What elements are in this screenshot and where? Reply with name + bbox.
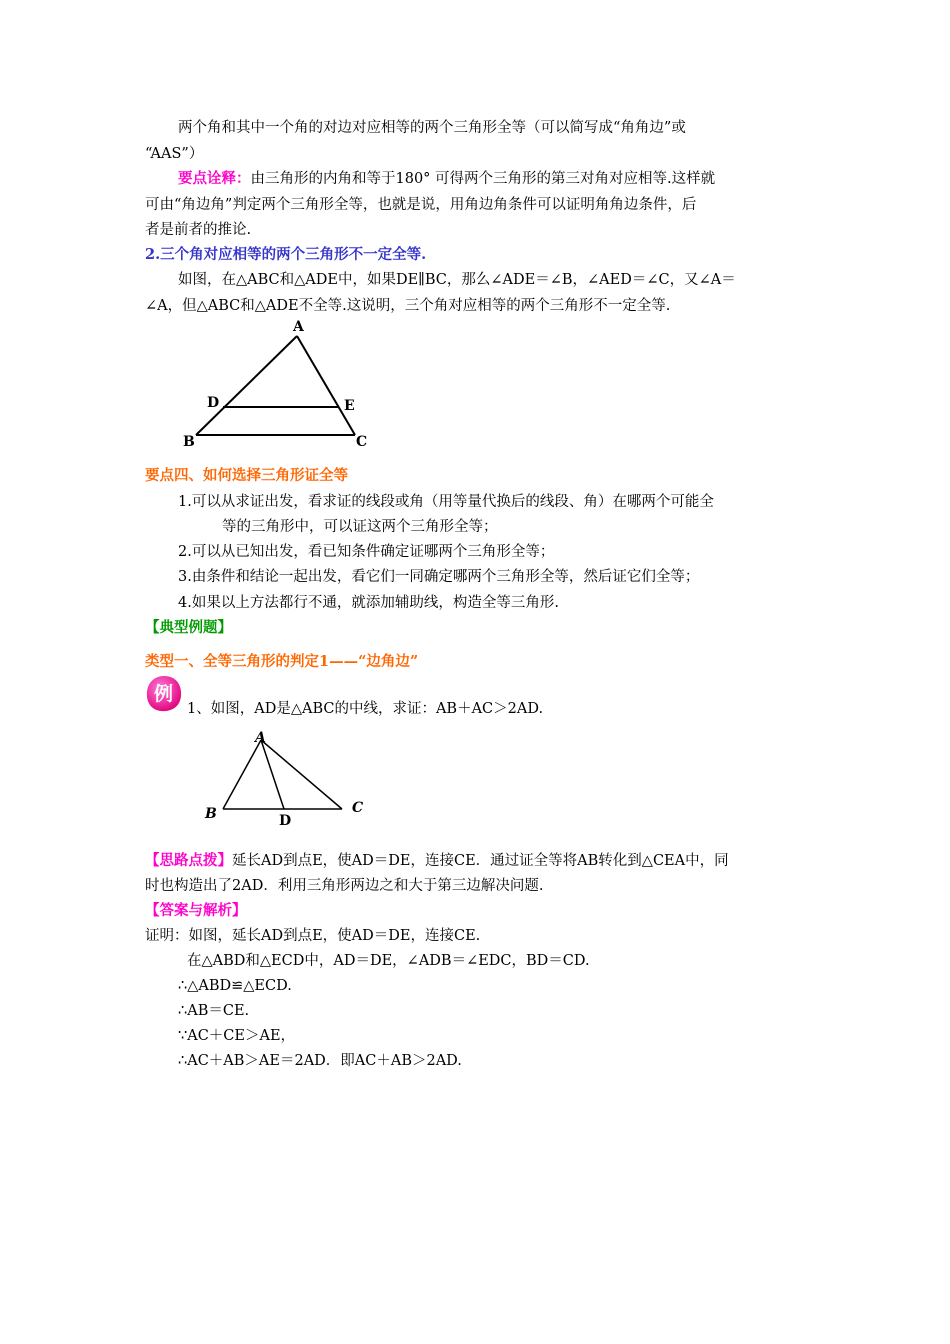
hint-label: 【思路点拨】 — [145, 852, 232, 869]
example-1: 1、如图，AD是△ABC的中线，求证：AB＋AC＞2AD. — [187, 701, 544, 717]
note-text-1: 由三角形的内角和等于180° 可得两个三角形的第三对角对应相等.这样就 — [250, 171, 716, 187]
type-1-title: 类型一、全等三角形的判定1——“边角边” — [145, 653, 419, 670]
proof-line-4: ∴AB＝CE. — [178, 1003, 250, 1019]
note-line-1 — [178, 168, 715, 190]
heading-2: 2.三个角对应相等的两个三角形不一定全等. — [145, 246, 427, 263]
para2-line-1: 如图，在△ABC和△ADE中，如果DE∥BC，那么∠ADE＝∠B，∠AED＝∠C，又∠A＝ — [178, 272, 736, 288]
examples-label: 【典型例题】 — [145, 619, 232, 636]
label-b: B — [183, 434, 195, 450]
rule-line-2: “AAS”） — [145, 146, 204, 162]
label-e: E — [344, 398, 355, 414]
section-4-item-3: 3.由条件和结论一起出发，看它们一同确定哪两个三角形全等，然后证它们全等； — [178, 569, 700, 585]
triangle-figure-ade — [175, 318, 375, 453]
section-4-item-1-cont: 等的三角形中，可以证这两个三角形全等； — [222, 519, 498, 535]
label-a: A — [293, 319, 304, 335]
proof-line-1: 证明：如图，延长AD到点E，使AD＝DE，连接CE. — [145, 928, 481, 944]
label-b-2: B — [205, 806, 217, 822]
note-line-3: 者是前者的推论. — [145, 222, 252, 238]
note-label: 要点诠释： — [178, 170, 251, 187]
section-4-item-2: 2.可以从已知出发，看已知条件确定证哪两个三角形全等； — [178, 544, 555, 560]
hint-text-1: 延长AD到点E，使AD＝DE，连接CE．通过证全等将AB转化到△CEA中，同 — [232, 853, 729, 869]
badge-text: 例 — [154, 683, 174, 705]
label-a-2: A — [255, 730, 266, 746]
hint-line-2: 时也构造出了2AD．利用三角形两边之和大于第三边解决问题. — [145, 878, 544, 894]
rule-line-1: 两个角和其中一个角的对边对应相等的两个三角形全等（可以简写成“角角边”或 — [178, 120, 686, 136]
example-badge-icon — [145, 674, 183, 714]
proof-line-5: ∵AC＋CE＞AE， — [178, 1028, 296, 1044]
section-4-title: 要点四、如何选择三角形证全等 — [145, 467, 348, 484]
label-d-2: D — [279, 813, 292, 829]
proof-line-2: 在△ABD和△ECD中，AD＝DE，∠ADB＝∠EDC，BD＝CD. — [187, 953, 590, 969]
section-4-item-1: 1.可以从求证出发，看求证的线段或角（用等量代换后的线段、角）在哪两个可能全 — [178, 494, 714, 510]
label-d: D — [207, 395, 220, 411]
note-line-2: 可由“角边角”判定两个三角形全等，也就是说，用角边角条件可以证明角角边条件，后 — [145, 197, 697, 213]
proof-line-6: ∴AC＋AB＞AE＝2AD．即AC＋AB＞2AD. — [178, 1053, 462, 1069]
label-c-2: C — [352, 800, 364, 816]
triangle-figure-median — [195, 726, 375, 831]
label-c: C — [356, 434, 368, 450]
hint-line-1 — [145, 850, 729, 872]
proof-line-3: ∴△ABD≌△ECD. — [178, 978, 292, 994]
section-4-item-4: 4.如果以上方法都行不通，就添加辅助线，构造全等三角形. — [178, 595, 559, 611]
answer-label: 【答案与解析】 — [145, 902, 247, 919]
para2-line-2: ∠A，但△ABC和△ADE不全等.这说明，三个角对应相等的两个三角形不一定全等. — [145, 298, 671, 314]
